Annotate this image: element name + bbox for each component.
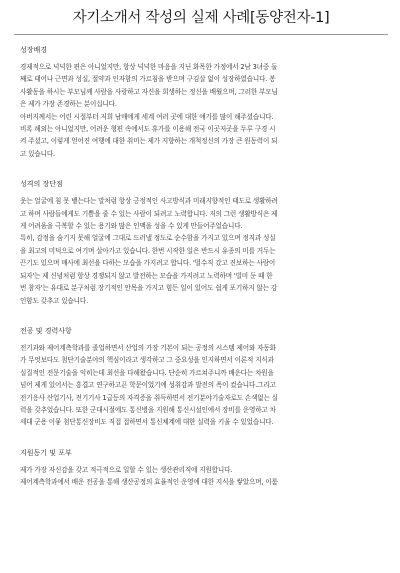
section-heading-major-career: 전공 및 경력사항 — [20, 326, 72, 335]
section-heading-motivation: 지원동기 및 포부 — [20, 448, 72, 457]
title-divider — [14, 34, 388, 35]
section-heading-personality: 성격의 장단점 — [20, 180, 63, 189]
section-body-major-career: 전기과와 제어계측학과를 졸업하면서 산업의 가장 기본이 되는 공정의 시스템 제어와 자동화 가 무엇보다도 첨단기술분야의 핵심이라고 생각하고 그 중요성을 인지하면서 이론적 지식과 실질적인 전문기술을 익히는데 최선을 다해왔습니다. 단순히 가르쳐주니까 배운다는 차원을 넘어 제게 있어서는 흥겹고 연구하고픈 학문이었기에 성취감과 발전의 폭이 컸습니다.그리고 전기응사 산업기사, 전기기사 1급등의 자격증을 취득하면서 전기분야기술자로도 손색없는 실 력을 갖추었습니다. 또한 군대시절에도 통신병을 지원해 통신시설인에서 장비를 운영하고 차 세대 군용 이뭏 첨단통신장비도 직접 접하면서 통신체계에 대한 실력을 키울 수 있었습니다. — [20, 343, 278, 427]
section-body-growth: 경제적으로 넉넉한 편은 아니었지만, 항상 넉넉한 마음을 지닌 화목한 가정에서 2남 3녀중 둘 째로 태어나 근면과 성실, 절약과 인자함의 가르침을 받으며 구김살 없이 성장하였습니다. 봉 사활동을 하시는 부모님께 사람을 사랑하고 자신을 희생하는 정신을 배웠으며, 그러한 부모님 은 제가 가장 존경하는 분이십니다. 아버지께서는 어린 시절부터 저희 남매에게 세계 여러 곳에 대한 얘기를 많이 해주셨습니다. 비록 해외는 아니었지만, 어려운 형편 속에서도 휴가를 이용해 전국 이곳저곳을 두루 구경 시 켜 주셨고, 이렇게 얻어진 여행에 대한 취미는 제가 지향하는 개척정신의 가장 큰 원동력이 되 고 있습니다. — [20, 63, 278, 158]
document-title: 자기소개서 작성의 실제 사례[동양전자-1] — [72, 10, 330, 26]
section-body-personality: 웃는 얼굴에 침 못 뱉는다는 말처럼 항상 긍정적인 사고방식과 미래지향적인 태도로 생활하려 고 하며 사람들에게도 기쁨을 줄 수 있는 사람이 되려고 노력합니다. 저의 그런 생활방식은 제 게 어려움을 극복할 수 있는 용기와 많은 인맥을 성을 수 있게 만들어주었습니다. 특히, 감정을 숨기지 못해 얼굴에 그대로 드러낼 정도로 순수함을 가지고 있으며 정직과 성실 을 최고의 미덕으로 여기며 살아가고 있습니다. 한번 시작한 일은 반드시 유종의 미를 거두는 끈기도 있으며 매사에 최선을 다하는 모습을 가지려고 합니다. '멀수직 갔고 진보하는 사람이 되자'는 제 신념처럼 항상 경쟁되지 않고 발전하는 모습을 가지려고 노력하며 '빌미 둔 때 한 번 참자'는 유대로 분구처럼 장기적인 안목을 가지고 힘든 일이 있어도 쉽게 포기하지 않는 강 인함도 갖추고 있습니다. — [20, 197, 278, 305]
section-heading-growth: 성장배경 — [20, 46, 48, 54]
document-page — [0, 8, 400, 573]
section-body-motivation: 제가 가장 자신감을 갖고 적극적으로 일할 수 있는 생산관리직에 지원합니다. 제어계측학과에서 배운 전공을 통해 생산공정의 효율적인 운영에 대한 지식을 쌓았으며, 이룸 — [20, 465, 278, 487]
